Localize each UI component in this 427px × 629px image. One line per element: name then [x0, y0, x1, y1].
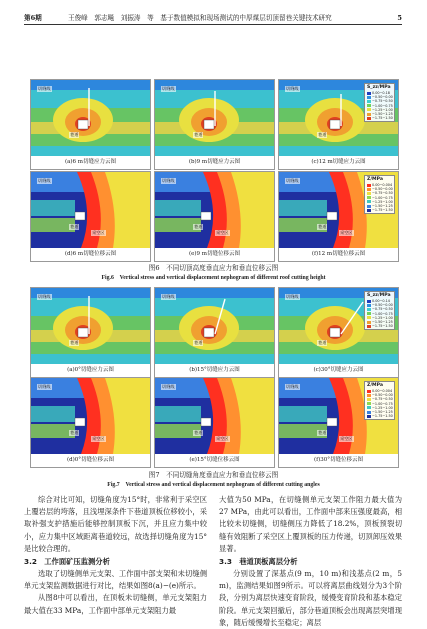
legend-label: −1.75−1.50 [372, 414, 393, 419]
fig7-panel-e [154, 377, 275, 468]
legend-label: −0.75−0.50 [372, 99, 393, 104]
contour-plot [155, 172, 274, 248]
legend-label: −1.00−0.75 [372, 103, 393, 108]
cut-line-label: 切缝线 [38, 294, 51, 299]
legend-label: −0.50−0.00 [372, 303, 393, 308]
cut-line-label: 切缝线 [38, 86, 51, 91]
paragraph: 大值为50 MPa，在切缝侧单元支架工作阻力最大值为27 MPa，由此可以看出，工作面中部来压强度最高，相比较未切缝侧，切缝侧压力降低了18.2%，顶板预裂切缝有效阻断了采空区上覆顶板的压力传递，切顶卸压效果显著。 [219, 495, 402, 553]
contour-plot [31, 378, 150, 454]
panel-caption: (c)30°切缝应力云图 [279, 364, 398, 377]
legend-swatch [367, 196, 371, 199]
contour-plot [155, 378, 274, 454]
contour-plot [279, 172, 398, 248]
fig6-panel-d [30, 171, 151, 262]
legend-label: −0.75−0.50 [372, 307, 393, 312]
contour-plot [31, 80, 150, 156]
cut-line-label: 切缝线 [162, 178, 175, 183]
fig7-caption-en: Fig.7 Vertical stress and vertical displacement nephogram of different cutting angles [107, 482, 320, 488]
legend-label: −1.50−1.25 [372, 410, 393, 415]
section-heading: 3.2 工作面矿压监测分析 [24, 557, 110, 567]
contour-plot [31, 172, 150, 248]
legend-swatch [367, 209, 371, 212]
fig7-panel-f [278, 377, 399, 468]
page-header [24, 12, 402, 25]
panel-caption: (d)6 m切缝位移云图 [31, 248, 150, 261]
section-heading: 3.3 巷道顶板离层分析 [219, 557, 298, 567]
roadway-label: 巷道 [194, 132, 203, 137]
legend-label: −1.00−0.75 [372, 195, 393, 200]
legend-title: S_zz/MPa [367, 293, 391, 298]
legend-swatch [367, 205, 371, 208]
legend-title: Z/MPa [367, 383, 383, 388]
legend-label: 0.00−0.004 [372, 183, 393, 187]
cut-line-label: 切缝线 [286, 384, 299, 389]
legend-label: −1.25−1.00 [372, 107, 393, 112]
roadway-label: 巷道 [194, 340, 203, 345]
roadway-label: 巷道 [318, 430, 327, 435]
fig6-caption-cn: 图6 不同切顶高度垂直应力和垂直位移云图 [148, 264, 279, 272]
fig7-caption-cn: 图7 不同切缝角度垂直应力和垂直位移云图 [148, 471, 279, 479]
cut-line-label: 切缝线 [38, 178, 51, 183]
roadway-label: 巷道 [70, 132, 79, 137]
legend-swatch [367, 117, 371, 120]
legend-swatch [367, 325, 371, 328]
cut-line-label: 切缝线 [162, 294, 175, 299]
paragraph: 选取了切缝侧单元支架、工作面中部支架和未切缝侧单元支架监测数据进行对比，结果如图8(a)−(e)所示。 [24, 569, 207, 591]
legend-label: −1.25−1.00 [372, 405, 393, 410]
goaf-label: 采空区 [340, 230, 353, 235]
legend-label: −0.50−0.00 [372, 187, 393, 192]
fig7-panel-a [30, 287, 151, 378]
legend-swatch [367, 96, 371, 99]
roadway-label: 巷道 [70, 224, 79, 229]
legend-item [367, 208, 392, 212]
legend-label: −0.50−0.00 [372, 393, 393, 398]
legend-swatch [367, 390, 371, 393]
color-legend [364, 291, 395, 330]
paragraph: 分别设置了深基点(9 m，10 m)和浅基点(2 m，5 m)，监测结果如图9所示。可以将离层曲线划分为3个阶段，分别为离层快速变育阶段，缓慢变育阶段和基本稳定阶段。单元支架回撤后，部分巷道顶板会出现离层突增现象，随后缓慢增长至稳定；离层 [219, 569, 402, 627]
fig6-panel-c [278, 79, 399, 170]
legend-label: −1.25−1.00 [372, 315, 393, 320]
goaf-label: 采空区 [92, 436, 105, 441]
cut-line-label: 切缝线 [162, 384, 175, 389]
legend-label: 0.00−0.14 [372, 299, 390, 303]
legend-label: −1.75−1.50 [372, 116, 393, 121]
color-legend [364, 381, 395, 420]
body-right-column [219, 494, 402, 629]
legend-swatch [367, 394, 371, 397]
legend-label: −1.50−1.25 [372, 320, 393, 325]
legend-item [367, 324, 392, 328]
legend-swatch [367, 300, 371, 303]
legend-label: 0.00−0.18 [372, 91, 390, 95]
roadway-label: 巷道 [70, 340, 79, 345]
contour-plot [279, 378, 398, 454]
cut-line-label: 切缝线 [38, 384, 51, 389]
legend-swatch [367, 100, 371, 103]
body-left-column [24, 494, 207, 617]
legend-swatch [367, 411, 371, 414]
goaf-label: 采空区 [92, 230, 105, 235]
legend-swatch [367, 321, 371, 324]
legend-label: −1.75−1.50 [372, 324, 393, 329]
contour-plot [31, 288, 150, 364]
fig6-panel-a [30, 79, 151, 170]
legend-swatch [367, 308, 371, 311]
legend-swatch [367, 304, 371, 307]
roadway-label: 巷道 [318, 224, 327, 229]
fig6-panel-f [278, 171, 399, 262]
roadway-label: 巷道 [194, 224, 203, 229]
page-number: 5 [397, 14, 402, 22]
issue-number: 第6期 [24, 14, 42, 22]
legend-swatch [367, 312, 371, 315]
legend-label: −1.75−1.50 [372, 208, 393, 213]
goaf-label: 采空区 [340, 436, 353, 441]
fig6-panel-e [154, 171, 275, 262]
legend-label: −1.25−1.00 [372, 199, 393, 204]
contour-plot [155, 288, 274, 364]
legend-label: −0.75−0.50 [372, 397, 393, 402]
legend-swatch [367, 108, 371, 111]
paragraph: 从图8中可以看出，在顶板未切缝侧，单元支架阻力最大值在33 MPa，工作面中部单元支架阻力最 [24, 593, 207, 615]
contour-plot [279, 288, 398, 364]
roadway-label: 巷道 [318, 340, 327, 345]
panel-caption: (b)15°切缝应力云图 [155, 364, 274, 377]
legend-swatch [367, 104, 371, 107]
legend-label: −1.00−0.75 [372, 311, 393, 316]
panel-caption: (b)9 m切缝应力云图 [155, 156, 274, 169]
legend-swatch [367, 184, 371, 187]
legend-swatch [367, 406, 371, 409]
panel-caption: (f)30°切缝位移云图 [279, 454, 398, 467]
legend-swatch [367, 402, 371, 405]
panel-caption: (c)12 m切缝应力云图 [279, 156, 398, 169]
roadway-label: 巷道 [318, 132, 327, 137]
fig7-panel-c [278, 287, 399, 378]
cut-line-label: 切缝线 [286, 294, 299, 299]
panel-caption: (e)15°切缝位移云图 [155, 454, 274, 467]
panel-caption: (a)6 m切缝应力云图 [31, 156, 150, 169]
roadway-label: 巷道 [70, 430, 79, 435]
goaf-label: 采空区 [216, 436, 229, 441]
paragraph: 综合对比可知，切缝角度为15°时，非常利于采空区上覆岩层的垮落，且浅埋深条件下巷道顶板位移较小，采取补强支护措施后能够控制顶板下沉，并且应力集中较小，应力集中区域距离巷道较远，故选择切缝角度为15°是比较合理的。 [24, 495, 207, 553]
cut-line-label: 切缝线 [286, 86, 299, 91]
fig7-panel-b [154, 287, 275, 378]
legend-label: −0.75−0.50 [372, 191, 393, 196]
legend-label: −1.50−1.25 [372, 112, 393, 117]
contour-plot [279, 80, 398, 156]
cut-line-label: 切缝线 [286, 178, 299, 183]
legend-title: Z/MPa [367, 177, 383, 182]
color-legend [364, 83, 395, 122]
roadway-label: 巷道 [194, 430, 203, 435]
legend-label: −1.00−0.75 [372, 401, 393, 406]
legend-title: S_zz/MPa [367, 85, 391, 90]
cut-line-label: 切缝线 [162, 86, 175, 91]
legend-item [367, 116, 392, 120]
legend-swatch [367, 113, 371, 116]
contour-plot [155, 80, 274, 156]
legend-swatch [367, 200, 371, 203]
fig6-panel-b [154, 79, 275, 170]
running-title: 王俊峰 郭志飚 刘振涛 等 基于数值模拟和现场测试的中厚煤层切顶留巷关键技术研究 [68, 14, 332, 22]
panel-caption: (e)9 m切缝位移云图 [155, 248, 274, 261]
panel-caption: (a)0°切缝应力云图 [31, 364, 150, 377]
legend-swatch [367, 192, 371, 195]
legend-swatch [367, 188, 371, 191]
fig6-caption-en: Fig.6 Vertical stress and vertical displacement nephogram of different roof cutting height [101, 275, 326, 281]
fig7-panel-d [30, 377, 151, 468]
legend-item [367, 414, 392, 418]
legend-label: 0.00−0.004 [372, 389, 393, 393]
legend-swatch [367, 316, 371, 319]
legend-label: −0.50−0.00 [372, 95, 393, 100]
legend-swatch [367, 92, 371, 95]
color-legend [364, 175, 395, 214]
legend-label: −1.50−1.25 [372, 204, 393, 209]
panel-caption: (f)12 m切缝位移云图 [279, 248, 398, 261]
legend-swatch [367, 415, 371, 418]
legend-swatch [367, 398, 371, 401]
panel-caption: (d)0°切缝位移云图 [31, 454, 150, 467]
goaf-label: 采空区 [216, 230, 229, 235]
